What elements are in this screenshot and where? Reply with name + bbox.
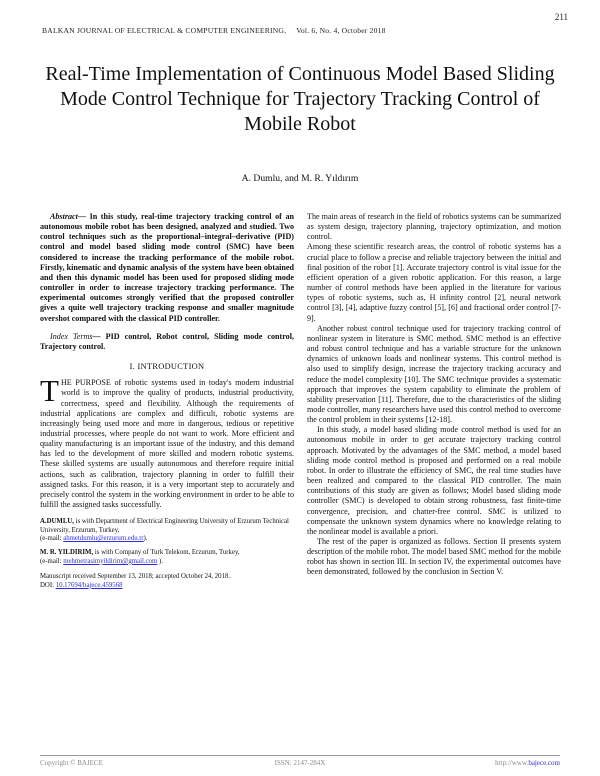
abstract-label: Abstract: [50, 212, 78, 221]
doi-label: DOI:: [40, 581, 56, 589]
paper-title: Real-Time Implementation of Continuous Model Based Sliding Mode Control Technique for Trajectory Tracking Control of Mobile Robot: [45, 63, 555, 135]
affiliation-1-name: A.DUMLU,: [40, 518, 74, 526]
affiliation-2-name: M. R. YILDIRIM,: [40, 549, 94, 557]
footer-url-link[interactable]: bajece.com: [528, 759, 560, 767]
footer-url[interactable]: [495, 759, 560, 767]
abstract: [40, 212, 294, 324]
page-number: 211: [554, 12, 568, 22]
affiliation-2-text: is with Company of Turk Telekom, Erzurum, Turkey,: [93, 549, 240, 557]
authors: A. Dumlu, and M. R. Yıldırım: [241, 173, 359, 184]
footer-divider: [40, 755, 560, 756]
doi-link[interactable]: 10.17694/bajece.459568: [55, 581, 123, 589]
footer-issn: ISSN: 2147-284X: [274, 759, 326, 767]
abstract-text: — In this study, real-time trajectory tracking control of an autonomous mobile robot has been designed, analyzed and studied. Two control techniques such as the proportional–integral–derivative (PID) control and model based sliding mode control (SMC) have been considered to increase the tracking performance of the mobile robot. Firstly, kinematic and dynamic analysis of the system have been obtained and then this dynamic model has been used for proposed sliding mode controller in order to increase trajectory tracking performance. The experimental outcomes strongly verified that the proposed controller gives a quite well trajectory tracking response and smaller magnitude overshot compared with the classical PID controller.: [40, 212, 294, 323]
body-paragraph: Another robust control technique used for trajectory tracking control of nonlinear system in literature is SMC method. SMC method is an effective and robust control technique and has a variable structure for the unknown dynamics of unknown loads and nonlinear systems. This control method is also used to simplify design, increase the trajectory tracking accuracy and reduce the model complexity [10]. The SMC technique provides a systematic approach that improves the system capability to eliminate the problem of stability preservation [11]. Therefore, due to the characteristics of the sliding mode controller, many researchers have used this control method to overcome the control problem in their systems [12-18].: [307, 323, 561, 425]
body-paragraph: In this study, a model based sliding mode control method is used for an autonomous mobile in order to get accurate trajectory tracking control approach. Motivated by the advantages of the SMC method, a model based sliding mode control method is proposed and performed on a real mobile robot. In order to illustrate the efficiency of SMC, the real time studies have been realized and compared to the classical PID controller. The main contributions of this study are given as follows; Model based sliding mode controller (SMC) is developed to obtain strong robustness, fast finite-time convergence, precision, and chatter-free control. SMC is utilized to compensate the unknown system dynamics where no knowledge relating to the nonlinear model is available a priori.: [307, 425, 561, 536]
affiliation-1-text: is with Department of Electrical Engineering University of Erzurum Technical University, Erzurum, Turkey,: [40, 518, 289, 534]
affiliation-2-email-prefix: (e-mail:: [40, 557, 64, 565]
intro-text: of robotic systems used in today's modern industrial world is to improve the quality of products, industrial productivity, correctness, speed and flexibility. Although the requirements of industrial applications are complex and difficult, robotic systems are increasingly being used more and more in dangerous, tedious or repetitive industrial processes, where people do not want to work. More efficient and quality manufacturing is an important issue of the industry, and this demand has led to the development of more skilled and modern robotic systems. These skilled systems are usually autonomous and therefore require initial actions, such as calibration, trajectory planning in order to fulfill their assigned tasks. For this reason, it is a very important step to accurately and precisely control the system in the working environment in order to be able to fulfill the assigned tasks successfully.: [40, 378, 294, 510]
affiliation-1: [40, 518, 294, 543]
drop-cap: T: [40, 373, 59, 409]
running-header: [42, 26, 560, 35]
manuscript-received: Manuscript received September 13, 2018; accepted October 24, 2018.: [40, 573, 231, 581]
index-terms: [40, 332, 294, 352]
footer-copyright: Copyright © BAJECE: [40, 759, 103, 767]
body-paragraph: The rest of the paper is organized as follows. Section II presents system description of the mobile robot. The model based SMC method for the mobile robot has shown in section III. In section IV, the experimental outcomes have been demonstrated, followed by the conclusion in Section V.: [307, 537, 561, 577]
body-paragraph: The main areas of research in the field of robotics systems can be summarized as system design, trajectory planning, trajectory optimization, and motion control.: [307, 212, 561, 242]
journal-name: BALKAN JOURNAL OF ELECTRICAL & COMPUTER ENGINEERING,: [42, 26, 287, 35]
affiliation-1-email-link[interactable]: ahmetdumlu@erzurum.edu.tr: [63, 535, 144, 543]
body-paragraph: Among these scientific research areas, the control of robotic systems has a crucial place to follow a precise and reliable trajectory between the initial and final position of the robot [1]. Accurate trajectory control is vital issue for the efficient operation of a given robotic application. For this reason, a large number of control methods have been applied in the literature for various types of robotic systems, such as, H infinity control [2], neural network control [3], [4], adaptive fuzzy control [5], [6] and fractional order control [7-9].: [307, 242, 561, 323]
index-terms-text: — PID control, Robot control, Sliding mode control, Trajectory control.: [40, 331, 294, 351]
affiliation-1-email-suffix: ).: [143, 535, 148, 543]
intro-lead: HE PURPOSE: [60, 378, 111, 388]
index-terms-label: Index Terms: [50, 331, 93, 341]
intro-paragraph: [40, 373, 294, 510]
manuscript-info: [40, 573, 294, 590]
section-heading: I. INTRODUCTION: [129, 362, 205, 372]
issue-info: Vol. 6, No. 4, October 2018: [296, 26, 386, 35]
affiliation-2: [40, 549, 294, 566]
right-column: [307, 212, 561, 578]
affiliation-1-email-prefix: (e-mail:: [40, 535, 64, 543]
affiliation-2-email-suffix: ).: [157, 557, 163, 565]
footer-url-prefix: http://www.: [495, 759, 529, 767]
left-column: [40, 212, 294, 590]
affiliation-2-email-link[interactable]: mehmetrasimyildirim@gmail.com: [63, 557, 158, 565]
